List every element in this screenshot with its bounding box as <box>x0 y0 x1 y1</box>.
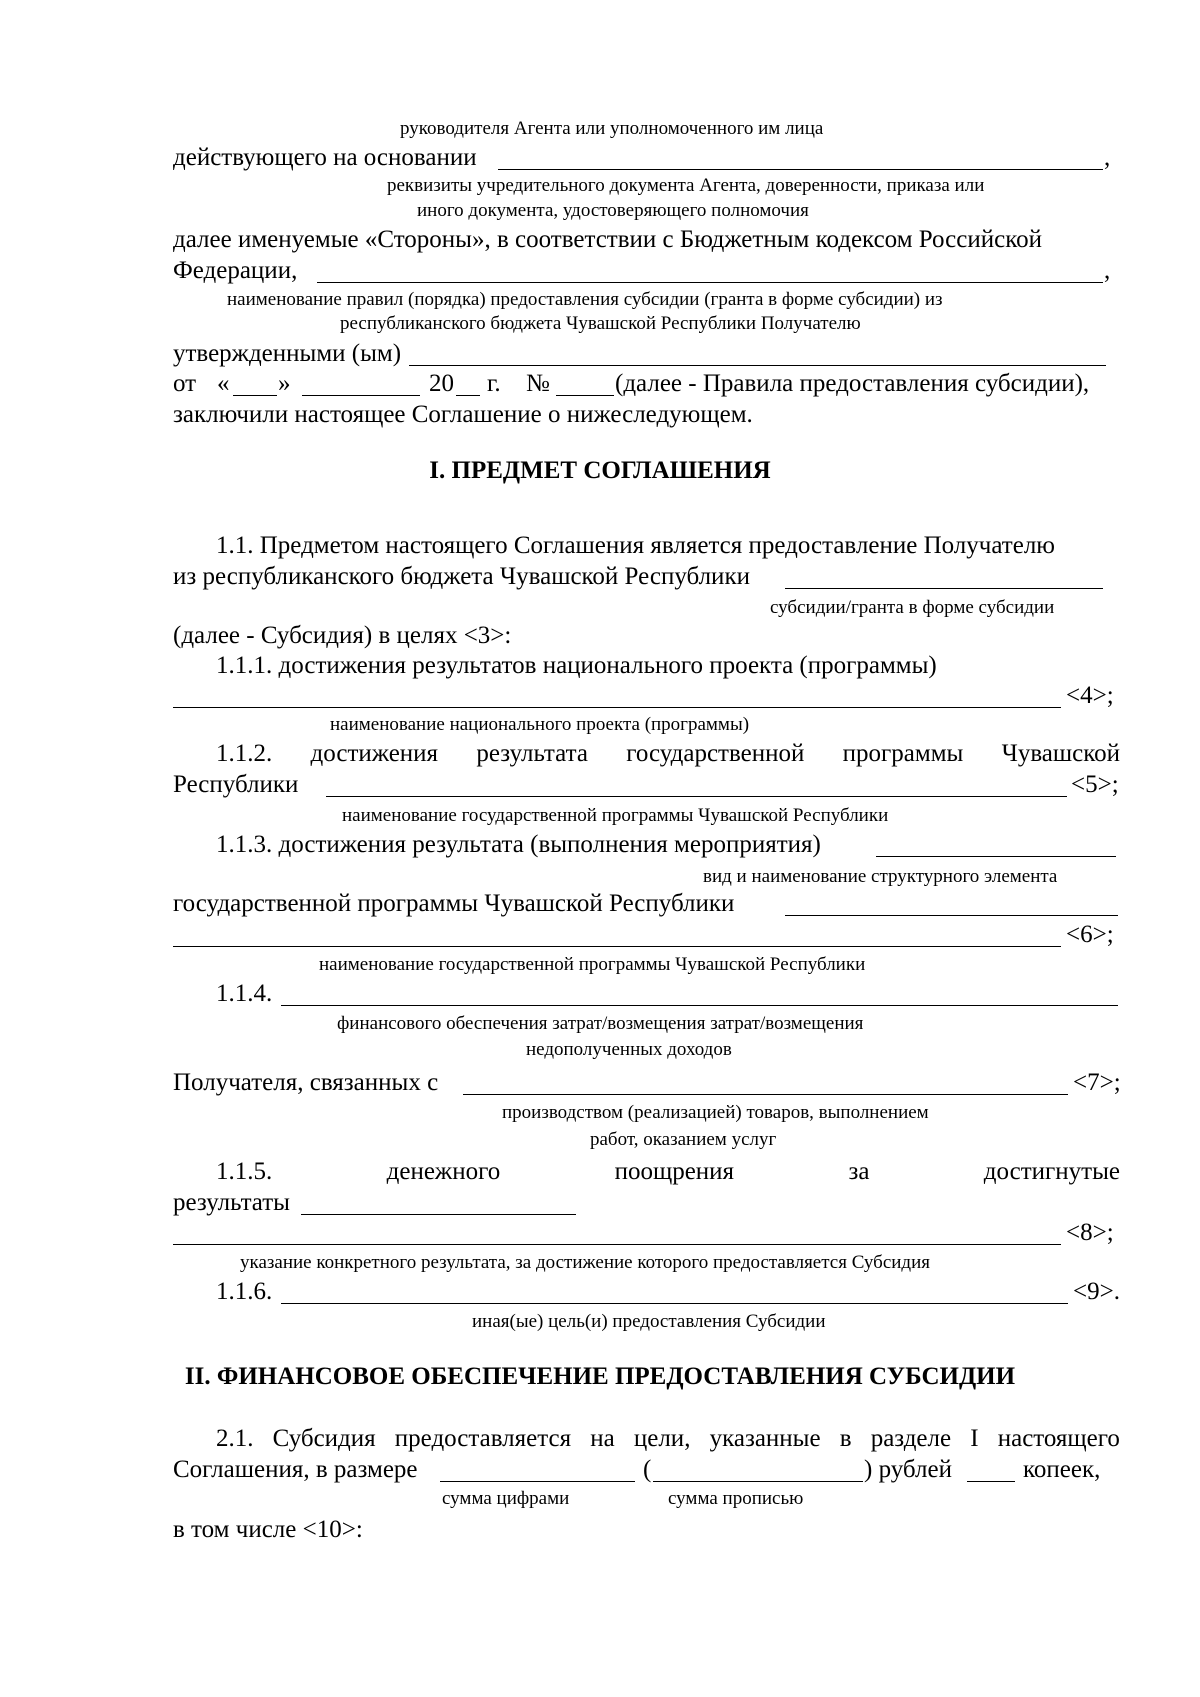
parties-line-2: Федерации, <box>173 257 298 284</box>
date-month-blank <box>302 395 420 396</box>
amount-digits-blank <box>440 1481 635 1482</box>
approved-blank <box>409 365 1106 366</box>
date-from: от <box>173 370 197 397</box>
paren-close-rubles: ) рублей <box>864 1456 952 1483</box>
p21-word: на <box>590 1425 615 1452</box>
date-year-blank <box>456 395 480 396</box>
section-2-title: II. ФИНАНСОВОЕ ОБЕСПЕЧЕНИЕ ПРЕДОСТАВЛЕНИЯ СУБСИДИИ <box>184 1363 1016 1390</box>
date-quote-close: » <box>278 370 291 397</box>
caption-state-program-2: наименование государственной программы Чувашской Республики <box>319 954 866 975</box>
subsidy-blank <box>785 588 1103 589</box>
p111-line: 1.1.1. достижения результатов национального проекта (программы) <box>216 652 937 679</box>
date-no: № <box>526 370 550 397</box>
reward-blank-2 <box>173 1244 1061 1245</box>
ref-4: <4>; <box>1066 682 1114 709</box>
p115-word: достигнутые <box>983 1158 1120 1185</box>
comma-2: , <box>1104 257 1111 284</box>
p21-word: указанные <box>709 1425 821 1452</box>
reward-results-blank <box>301 1214 576 1215</box>
p21-word: предоставляется <box>394 1425 572 1452</box>
p21-word: I <box>970 1425 979 1452</box>
related-blank <box>463 1094 1068 1095</box>
p21-line-1 <box>216 1424 1120 1454</box>
p21-word: цели, <box>633 1425 691 1452</box>
p112-word: достижения <box>310 740 439 767</box>
caption-subsidy: субсидии/гранта в форме субсидии <box>770 597 1055 618</box>
rules-blank <box>317 282 1103 283</box>
date-tail: (далее - Правила предоставления субсидии), <box>615 370 1090 397</box>
caption-struct: вид и наименование структурного элемента <box>703 866 1058 887</box>
p116-label: 1.1.6. <box>216 1278 273 1305</box>
caption-costs-2: недополученных доходов <box>526 1039 732 1060</box>
p112-line-2: Республики <box>173 771 299 798</box>
caption-state-program: наименование государственной программы Чувашской Республики <box>342 805 889 826</box>
p114-label: 1.1.4. <box>216 980 273 1007</box>
date-g: г. <box>487 370 501 397</box>
p21-line-2-label: Соглашения, в размере <box>173 1456 418 1483</box>
state-program-blank-2 <box>173 946 1061 947</box>
concluded-line: заключили настоящее Соглашение о нижеследующем. <box>173 401 753 428</box>
caption-digits: сумма цифрами <box>442 1488 570 1509</box>
caption-production-2: работ, оказанием услуг <box>590 1129 777 1150</box>
p115-line-1 <box>216 1157 1120 1187</box>
acting-on-basis-label: действующего на основании <box>173 144 477 171</box>
p11-line-3: (далее - Субсидия) в целях <3>: <box>173 622 512 649</box>
p11-line-2: из республиканского бюджета Чувашской Республики <box>173 563 750 590</box>
p21-word: разделе <box>870 1425 952 1452</box>
caption-basis-1: реквизиты учредительного документа Агента, доверенности, приказа или <box>387 175 985 196</box>
struct-blank <box>785 915 1118 916</box>
p113-line-2: государственной программы Чувашской Республики <box>173 890 735 917</box>
caption-other: иная(ые) цель(и) предоставления Субсидии <box>472 1311 826 1332</box>
date-number-blank <box>556 395 614 396</box>
p21-word: Субсидия <box>272 1425 376 1452</box>
ref-8: <8>; <box>1066 1219 1114 1246</box>
section-1-title: I. ПРЕДМЕТ СОГЛАШЕНИЯ <box>429 457 771 484</box>
caption-rules-2: республиканского бюджета Чувашской Республики Получателю <box>340 313 861 334</box>
caption-head: руководителя Агента или уполномоченного им лица <box>400 118 824 139</box>
caption-words: сумма прописью <box>668 1488 804 1509</box>
p115-line-2: результаты <box>173 1189 290 1216</box>
caption-national: наименование национального проекта (программы) <box>330 714 750 735</box>
ref-7: <7>; <box>1073 1069 1121 1096</box>
p21-word: в <box>839 1425 852 1452</box>
ref-9: <9>. <box>1073 1278 1120 1305</box>
caption-basis-2: иного документа, удостоверяющего полномочия <box>417 200 809 221</box>
p21-word: настоящего <box>997 1425 1120 1452</box>
p112-word: государственной <box>626 740 805 767</box>
p115-word: за <box>848 1158 870 1185</box>
p21-line-3: в том числе <10>: <box>173 1516 363 1543</box>
p115-word: 1.1.5. <box>216 1158 273 1185</box>
p112-word: 1.1.2. <box>216 740 273 767</box>
kopecks-label: копеек, <box>1023 1456 1101 1483</box>
caption-costs-1: финансового обеспечения затрат/возмещения затрат/возмещения <box>337 1013 864 1034</box>
p114-line-2: Получателя, связанных с <box>173 1069 439 1096</box>
basis-blank <box>498 169 1103 170</box>
caption-rules-1: наименование правил (порядка) предоставления субсидии (гранта в форме субсидии) из <box>227 289 943 310</box>
other-purpose-blank <box>281 1303 1068 1304</box>
paren-open: ( <box>643 1456 652 1483</box>
kopecks-blank <box>967 1481 1015 1482</box>
parties-line-1: далее именуемые «Стороны», в соответствии с Бюджетным кодексом Российской <box>173 226 1042 253</box>
national-blank <box>173 707 1061 708</box>
ref-5: <5>; <box>1071 771 1119 798</box>
p11-line-1: 1.1. Предметом настоящего Соглашения является предоставление Получателю <box>216 532 1055 559</box>
p112-word: результата <box>476 740 588 767</box>
costs-blank <box>281 1005 1118 1006</box>
p112-line-1 <box>216 739 1120 769</box>
caption-result: указание конкретного результата, за достижение которого предоставляется Субсидия <box>240 1252 930 1273</box>
approved-label: утвержденными (ым) <box>173 340 402 367</box>
result-blank <box>876 856 1116 857</box>
date-quote-open: « <box>217 370 230 397</box>
p21-word: 2.1. <box>216 1425 254 1452</box>
p115-word: денежного <box>386 1158 501 1185</box>
p112-word: программы <box>842 740 964 767</box>
comma-1: , <box>1104 144 1111 171</box>
p113-line: 1.1.3. достижения результата (выполнения мероприятия) <box>216 831 821 858</box>
caption-production-1: производством (реализацией) товаров, выполнением <box>502 1102 929 1123</box>
state-program-blank <box>326 796 1067 797</box>
date-day-blank <box>233 395 277 396</box>
p112-word: Чувашской <box>1001 740 1120 767</box>
ref-6: <6>; <box>1066 921 1114 948</box>
amount-words-blank <box>653 1481 863 1482</box>
p115-word: поощрения <box>614 1158 735 1185</box>
date-year: 20 <box>429 370 454 397</box>
